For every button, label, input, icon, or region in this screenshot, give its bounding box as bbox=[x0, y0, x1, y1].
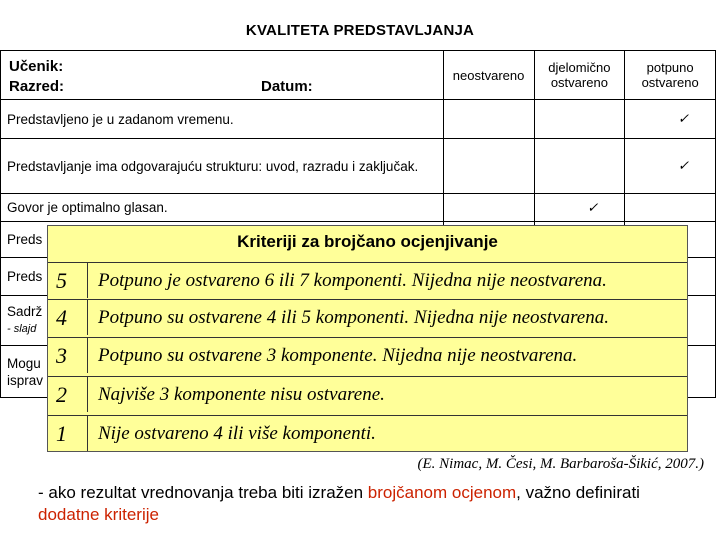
row-text-line: isprav bbox=[7, 372, 44, 388]
student-label: Učenik: bbox=[9, 58, 64, 75]
col-header-potpuno bbox=[625, 51, 716, 100]
cell-neostvareno bbox=[443, 100, 534, 139]
table-row bbox=[1, 194, 716, 222]
cell-neostvareno bbox=[443, 194, 534, 222]
criteria-row bbox=[48, 376, 687, 412]
col-header-djelomicno-line2: ostvareno bbox=[550, 75, 608, 90]
criteria-text: Potpuno je ostvareno 6 ili 7 komponenti. Nijedna nije neostvarena. bbox=[98, 270, 607, 291]
criteria-row bbox=[48, 415, 687, 451]
col-header-djelomicno-line1: djelomično bbox=[548, 60, 611, 75]
row-text: Preds bbox=[1, 258, 444, 296]
row-text-line: Mogu bbox=[7, 355, 41, 371]
cell-neostvareno bbox=[443, 139, 534, 194]
cell-djelomicno bbox=[534, 100, 625, 139]
note-paragraph bbox=[38, 482, 678, 526]
criteria-row bbox=[48, 299, 687, 335]
grade-number: 4 bbox=[48, 300, 88, 335]
criteria-row bbox=[48, 262, 687, 298]
note-highlight-2: dodatne kriterije bbox=[38, 505, 159, 524]
criteria-text: Potpuno su ostvarene 4 ili 5 komponenti. Nijedna nije neostvarena. bbox=[98, 307, 609, 328]
col-header-potpuno-line2: ostvareno bbox=[641, 75, 699, 90]
row-subtext: - slajd bbox=[7, 323, 37, 335]
row-text: Preds bbox=[1, 222, 444, 258]
grade-number: 2 bbox=[48, 377, 88, 412]
note-text-2: , važno definirati bbox=[516, 483, 640, 502]
grade-number: 1 bbox=[48, 416, 88, 451]
criteria-row bbox=[48, 337, 687, 373]
col-header-djelomicno bbox=[534, 51, 625, 100]
citation: (E. Nimac, M. Česi, M. Barbaroša-Šikić, 2007.) bbox=[417, 456, 704, 472]
check-mark-icon: ✓ bbox=[625, 139, 716, 194]
cell-djelomicno bbox=[534, 139, 625, 194]
row-text-line: Sadrž bbox=[7, 304, 43, 319]
table-row bbox=[1, 100, 716, 139]
row-text: Govor je optimalno glasan. bbox=[1, 194, 444, 222]
table-row bbox=[1, 139, 716, 194]
col-header-potpuno-line1: potpuno bbox=[646, 60, 694, 75]
criteria-text: Nije ostvareno 4 ili više komponenti. bbox=[98, 423, 376, 444]
col-header-neostvareno: neostvareno bbox=[443, 51, 534, 100]
cell-potpuno bbox=[625, 194, 716, 222]
criteria-text: Potpuno su ostvarene 3 komponente. Nijedna nije neostvarena. bbox=[98, 345, 578, 366]
grade-number: 5 bbox=[48, 263, 88, 298]
check-mark-icon: ✓ bbox=[534, 194, 625, 222]
note-text-1: ako rezultat vrednovanja treba biti izražen bbox=[43, 483, 368, 502]
header-student-cell bbox=[1, 51, 444, 100]
date-label: Datum: bbox=[261, 78, 313, 95]
note-highlight-1: brojčanom ocjenom bbox=[367, 483, 517, 502]
row-text: Predstavljeno je u zadanom vremenu. bbox=[1, 100, 444, 139]
page-title: KVALITETA PREDSTAVLJANJA bbox=[245, 22, 475, 39]
class-label: Razred: bbox=[9, 78, 65, 95]
criteria-title: Kriteriji za brojčano ocjenjivanje bbox=[237, 232, 498, 251]
grade-number: 3 bbox=[48, 338, 88, 373]
check-mark-icon: ✓ bbox=[625, 100, 716, 139]
row-text: Predstavljanje ima odgovarajuću strukturu: uvod, razradu i zaključak. bbox=[1, 139, 444, 194]
grading-criteria-box bbox=[47, 225, 688, 452]
criteria-text: Najviše 3 komponente nisu ostvarene. bbox=[98, 384, 385, 405]
note-dash: - bbox=[38, 483, 44, 502]
